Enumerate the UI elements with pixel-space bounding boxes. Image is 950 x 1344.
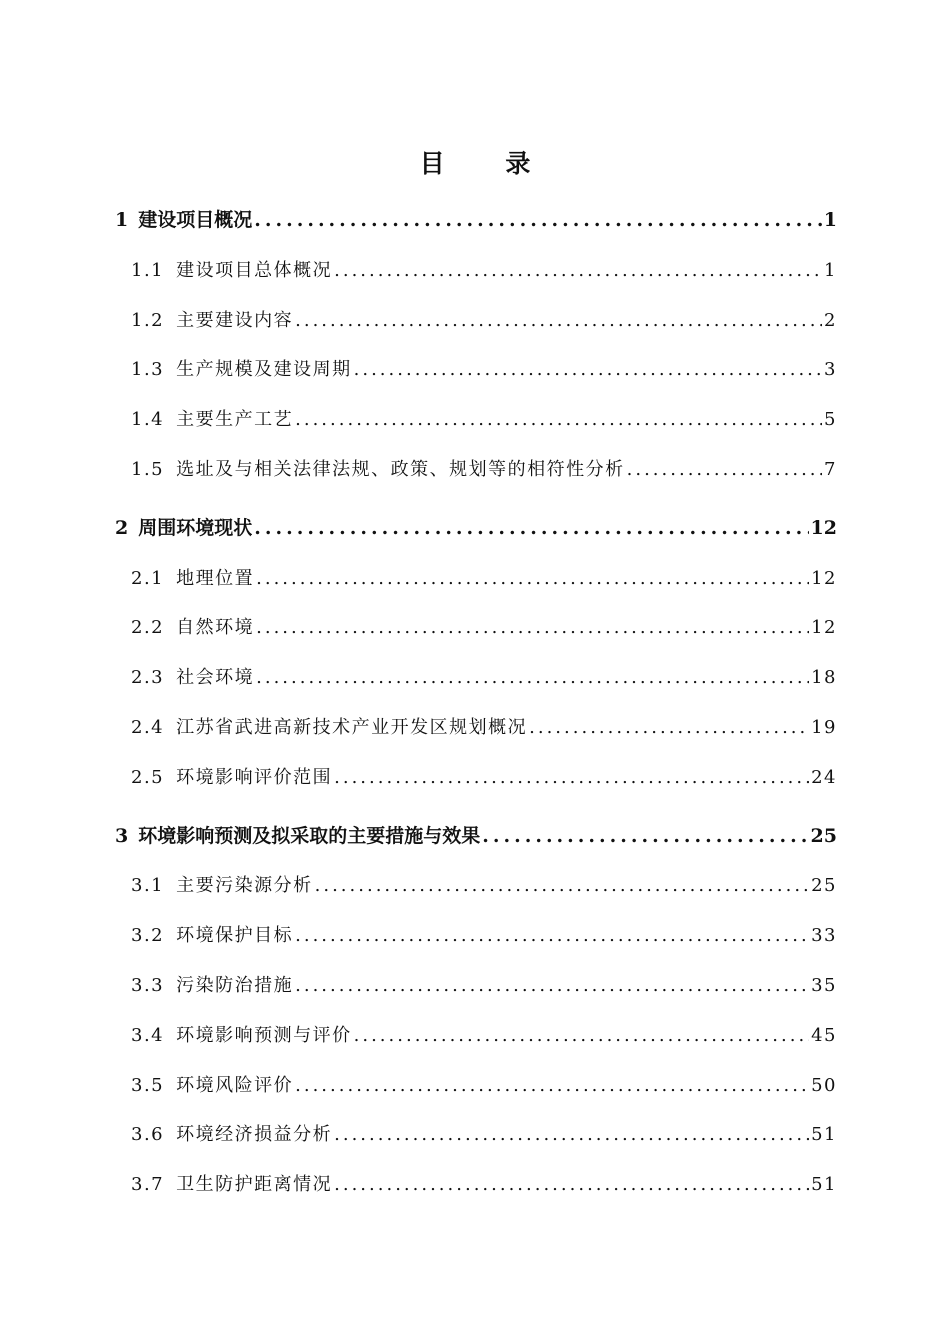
toc-entry-number: 3 xyxy=(115,824,129,847)
toc-entry-number: 2.5 xyxy=(131,766,165,788)
toc-entry-section-2-3[interactable] xyxy=(115,653,837,703)
toc-dot-leader xyxy=(295,961,809,1011)
toc-dot-leader xyxy=(482,812,808,862)
toc-entry-title: 环境影响预测与评价 xyxy=(176,1024,352,1046)
toc-entry-section-1-1[interactable] xyxy=(115,246,837,296)
toc-entry-title: 建设项目总体概况 xyxy=(176,259,333,281)
toc-entry-number: 3.2 xyxy=(131,925,165,947)
toc-entry-title: 选址及与相关法律法规、政策、规划等的相符性分析 xyxy=(176,458,625,480)
toc-entry-page: 19 xyxy=(811,716,837,738)
toc-entry-section-1-5[interactable] xyxy=(115,445,837,495)
toc-entry-page: 1 xyxy=(823,209,837,231)
toc-dot-leader xyxy=(334,246,822,296)
toc-entry-number: 2.1 xyxy=(131,567,165,589)
toc-entry-title: 主要污染源分析 xyxy=(176,875,313,897)
toc-entry-section-1-4[interactable] xyxy=(115,395,837,445)
toc-entry-number: 3.1 xyxy=(131,875,165,897)
toc-dot-leader xyxy=(295,911,809,961)
toc-entry-section-2-2[interactable] xyxy=(115,603,837,653)
toc-entry-section-3-7[interactable] xyxy=(115,1160,837,1210)
toc-entry-page: 2 xyxy=(824,309,837,331)
toc-entry-number: 1.2 xyxy=(131,309,165,331)
toc-entry-title: 社会环境 xyxy=(176,667,255,689)
toc-dot-leader xyxy=(334,1110,809,1160)
toc-entry-title: 地理位置 xyxy=(176,567,255,589)
toc-entry-number: 1 xyxy=(115,209,129,231)
toc-entry-title: 污染防治措施 xyxy=(176,974,294,996)
toc-entry-number: 2.2 xyxy=(131,617,165,639)
toc-entry-page: 51 xyxy=(811,1124,837,1146)
toc-entry-page: 45 xyxy=(811,1024,837,1046)
toc-dot-leader xyxy=(334,1160,809,1210)
toc-entry-number: 3.3 xyxy=(131,974,165,996)
toc-dot-leader xyxy=(354,1011,809,1061)
toc-entry-page: 24 xyxy=(811,766,837,788)
toc-entry-title: 环境影响预测及拟采取的主要措施与效果 xyxy=(138,824,481,847)
toc-entry-number: 1.4 xyxy=(131,409,165,431)
toc-entry-number: 2.3 xyxy=(131,667,165,689)
toc-entry-title: 周围环境现状 xyxy=(138,516,253,539)
toc-entry-page: 12 xyxy=(811,617,837,639)
toc-dot-leader xyxy=(354,345,822,395)
toc-entry-title: 江苏省武进高新技术产业开发区规划概况 xyxy=(176,716,528,738)
toc-entry-chapter-3[interactable] xyxy=(115,812,837,862)
toc-entry-page: 35 xyxy=(811,974,837,996)
toc-entry-title: 环境风险评价 xyxy=(176,1074,294,1096)
toc-entry-title: 主要生产工艺 xyxy=(176,409,294,431)
toc-entry-section-2-4[interactable] xyxy=(115,703,837,753)
toc-entry-number: 3.7 xyxy=(131,1174,165,1196)
toc-dot-leader xyxy=(627,445,822,495)
toc-entry-section-3-3[interactable] xyxy=(115,961,837,1011)
toc-entry-section-1-2[interactable] xyxy=(115,296,837,346)
toc-entry-section-2-1[interactable] xyxy=(115,554,837,604)
toc-dot-leader xyxy=(256,603,809,653)
toc-dot-leader xyxy=(315,861,809,911)
toc-entry-page: 12 xyxy=(811,567,837,589)
toc-entry-page: 25 xyxy=(811,875,837,897)
toc-entry-number: 1.3 xyxy=(131,359,165,381)
toc-entry-chapter-1[interactable] xyxy=(115,196,837,246)
toc-entry-page: 7 xyxy=(824,458,837,480)
toc-dot-leader xyxy=(529,703,809,753)
toc-entry-number: 2 xyxy=(115,516,129,539)
toc-entry-number: 3.4 xyxy=(131,1024,165,1046)
toc-entry-title: 环境保护目标 xyxy=(176,925,294,947)
toc-entry-page: 3 xyxy=(824,359,837,381)
toc-entry-section-3-6[interactable] xyxy=(115,1110,837,1160)
toc-entry-number: 1.5 xyxy=(131,458,165,480)
toc-dot-leader xyxy=(254,196,822,246)
toc-entry-section-1-3[interactable] xyxy=(115,345,837,395)
toc-entry-title: 建设项目概况 xyxy=(138,209,253,231)
toc-entry-section-3-1[interactable] xyxy=(115,861,837,911)
toc-entry-page: 18 xyxy=(811,667,837,689)
toc-entry-page: 5 xyxy=(824,409,837,431)
toc-entry-section-3-4[interactable] xyxy=(115,1011,837,1061)
toc-entry-chapter-2[interactable] xyxy=(115,504,837,554)
toc-entry-number: 1.1 xyxy=(131,259,165,281)
toc-list xyxy=(115,196,837,1210)
toc-entry-title: 环境影响评价范围 xyxy=(176,766,333,788)
toc-entry-page: 25 xyxy=(810,824,837,847)
toc-entry-title: 生产规模及建设周期 xyxy=(176,359,352,381)
toc-entry-number: 3.6 xyxy=(131,1124,165,1146)
toc-entry-title: 自然环境 xyxy=(176,617,255,639)
toc-dot-leader xyxy=(295,1061,809,1111)
toc-entry-title: 环境经济损益分析 xyxy=(176,1124,333,1146)
toc-dot-leader xyxy=(254,504,808,554)
toc-dot-leader xyxy=(334,753,809,803)
toc-entry-page: 51 xyxy=(811,1174,837,1196)
toc-entry-number: 2.4 xyxy=(131,716,165,738)
toc-entry-title: 主要建设内容 xyxy=(176,309,294,331)
toc-entry-section-3-2[interactable] xyxy=(115,911,837,961)
toc-dot-leader xyxy=(256,653,809,703)
toc-entry-section-2-5[interactable] xyxy=(115,753,837,803)
toc-entry-page: 12 xyxy=(810,516,837,539)
toc-entry-page: 1 xyxy=(824,259,837,281)
toc-entry-section-3-5[interactable] xyxy=(115,1061,837,1111)
toc-entry-page: 33 xyxy=(811,925,837,947)
toc-entry-number: 3.5 xyxy=(131,1074,165,1096)
toc-dot-leader xyxy=(295,395,822,445)
toc-heading: 目 录 xyxy=(419,149,557,178)
toc-entry-title: 卫生防护距离情况 xyxy=(176,1174,333,1196)
toc-dot-leader xyxy=(256,554,809,604)
toc-entry-page: 50 xyxy=(811,1074,837,1096)
toc-dot-leader xyxy=(295,296,822,346)
